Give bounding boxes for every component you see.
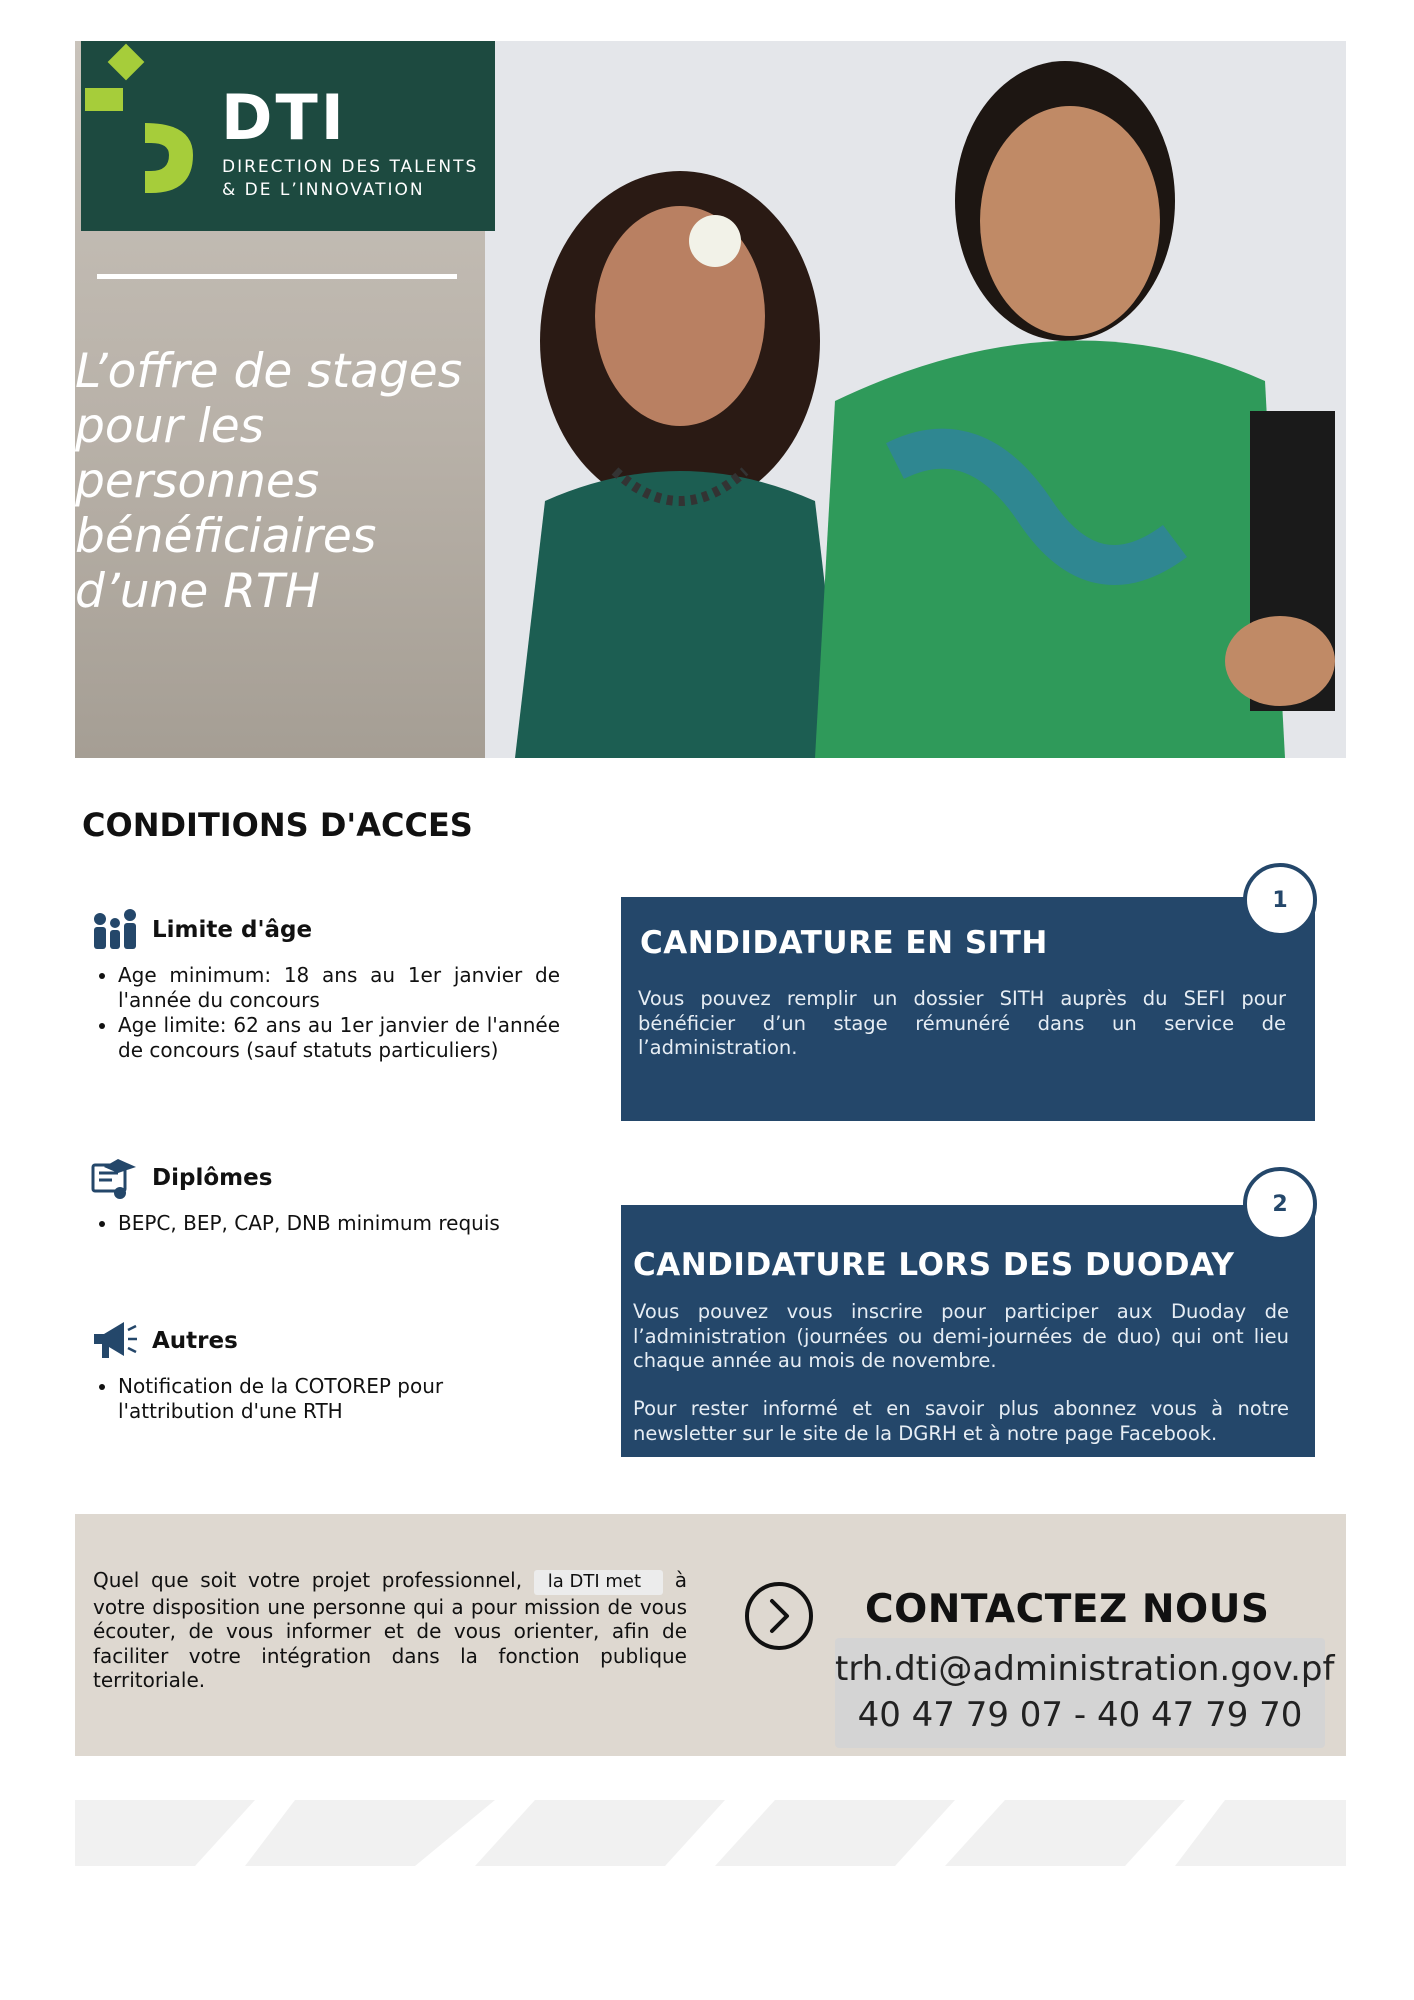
contact-email[interactable]: trh.dti@administration.gov.pf <box>835 1649 1335 1689</box>
condition-diplomes-label: Diplômes <box>152 1165 273 1191</box>
contact-band <box>75 1514 1346 1756</box>
hero-title-line: L’offre de stages <box>75 344 463 399</box>
contact-chip: la DTI met <box>534 1570 663 1595</box>
condition-diplomes-list <box>90 1211 560 1236</box>
megaphone-icon <box>90 1316 140 1366</box>
contact-text-before: Quel que soit votre projet professionnel, <box>93 1568 534 1592</box>
diploma-icon <box>90 1153 140 1203</box>
hero-divider <box>97 274 457 279</box>
card-duoday-text: Pour rester informé et en savoir plus abonnez vous à notre newsletter sur le site de la DGRH et à notre page Facebook. <box>633 1397 1289 1445</box>
condition-autres-list <box>90 1374 518 1424</box>
condition-age <box>90 905 560 1063</box>
contact-info <box>835 1638 1335 1748</box>
list-item: • Notification de la COTOREP pour l'attribution d'une RTH <box>118 1374 518 1424</box>
family-icon <box>90 905 140 955</box>
contact-text-after: à votre disposition une personne qui a pour mission de vous écouter, de vous informer et de vous orienter, afin de faciliter votre intégration dans la fonction publique territoriale. <box>93 1568 687 1692</box>
conditions-title: CONDITIONS D'ACCES <box>82 806 473 844</box>
condition-age-label: Limite d'âge <box>152 917 313 943</box>
dti-logo-mark-icon <box>85 43 195 203</box>
hero-title <box>75 344 495 619</box>
dti-logo <box>81 41 495 231</box>
contact-phone[interactable]: 40 47 79 07 - 40 47 79 70 <box>857 1695 1303 1735</box>
hero-title-line: pour les <box>75 399 265 454</box>
hero-title-line: bénéficiaires <box>75 509 377 564</box>
list-item: • Age limite: 62 ans au 1er janvier de l'année de concours (sauf statuts particuliers) <box>118 1013 560 1063</box>
contact-title: CONTACTEZ NOUS <box>865 1587 1270 1632</box>
card-duoday-title: CANDIDATURE LORS DES DUODAY <box>633 1247 1235 1283</box>
footer-pattern <box>75 1800 1346 1866</box>
card-sith-title: CANDIDATURE EN SITH <box>640 925 1048 961</box>
logo-subtitle-line2: & DE L’INNOVATION <box>222 180 425 200</box>
condition-autres-label: Autres <box>152 1328 238 1354</box>
step-badge-1: 1 <box>1243 863 1317 937</box>
card-sith <box>621 897 1315 1121</box>
condition-diplomes <box>90 1153 560 1236</box>
logo-subtitle-line1: DIRECTION DES TALENTS <box>222 157 479 177</box>
list-item: • BEPC, BEP, CAP, DNB minimum requis <box>118 1211 560 1236</box>
step-badge-2: 2 <box>1243 1167 1317 1241</box>
hero-title-line: d’une RTH <box>75 564 320 619</box>
card-duoday <box>621 1205 1315 1457</box>
logo-brand: DTI <box>221 81 347 154</box>
hero-title-line: personnes <box>75 454 320 509</box>
condition-autres <box>90 1316 560 1424</box>
card-sith-text: Vous pouvez remplir un dossier SITH auprès du SEFI pour bénéficier d’un stage rémunéré dans un service de l’administration. <box>638 987 1286 1059</box>
hero-banner <box>75 41 1346 758</box>
card-duoday-text: Vous pouvez vous inscrire pour participer aux Duoday de l’administration (journées ou demi-journées de duo) qui ont lieu chaque année au mois de novembre. <box>633 1300 1289 1372</box>
contact-description <box>93 1568 687 1693</box>
condition-age-list <box>90 963 560 1063</box>
chevron-right-icon[interactable] <box>744 1581 814 1651</box>
list-item: • Age minimum: 18 ans au 1er janvier de l'année du concours <box>118 963 560 1013</box>
